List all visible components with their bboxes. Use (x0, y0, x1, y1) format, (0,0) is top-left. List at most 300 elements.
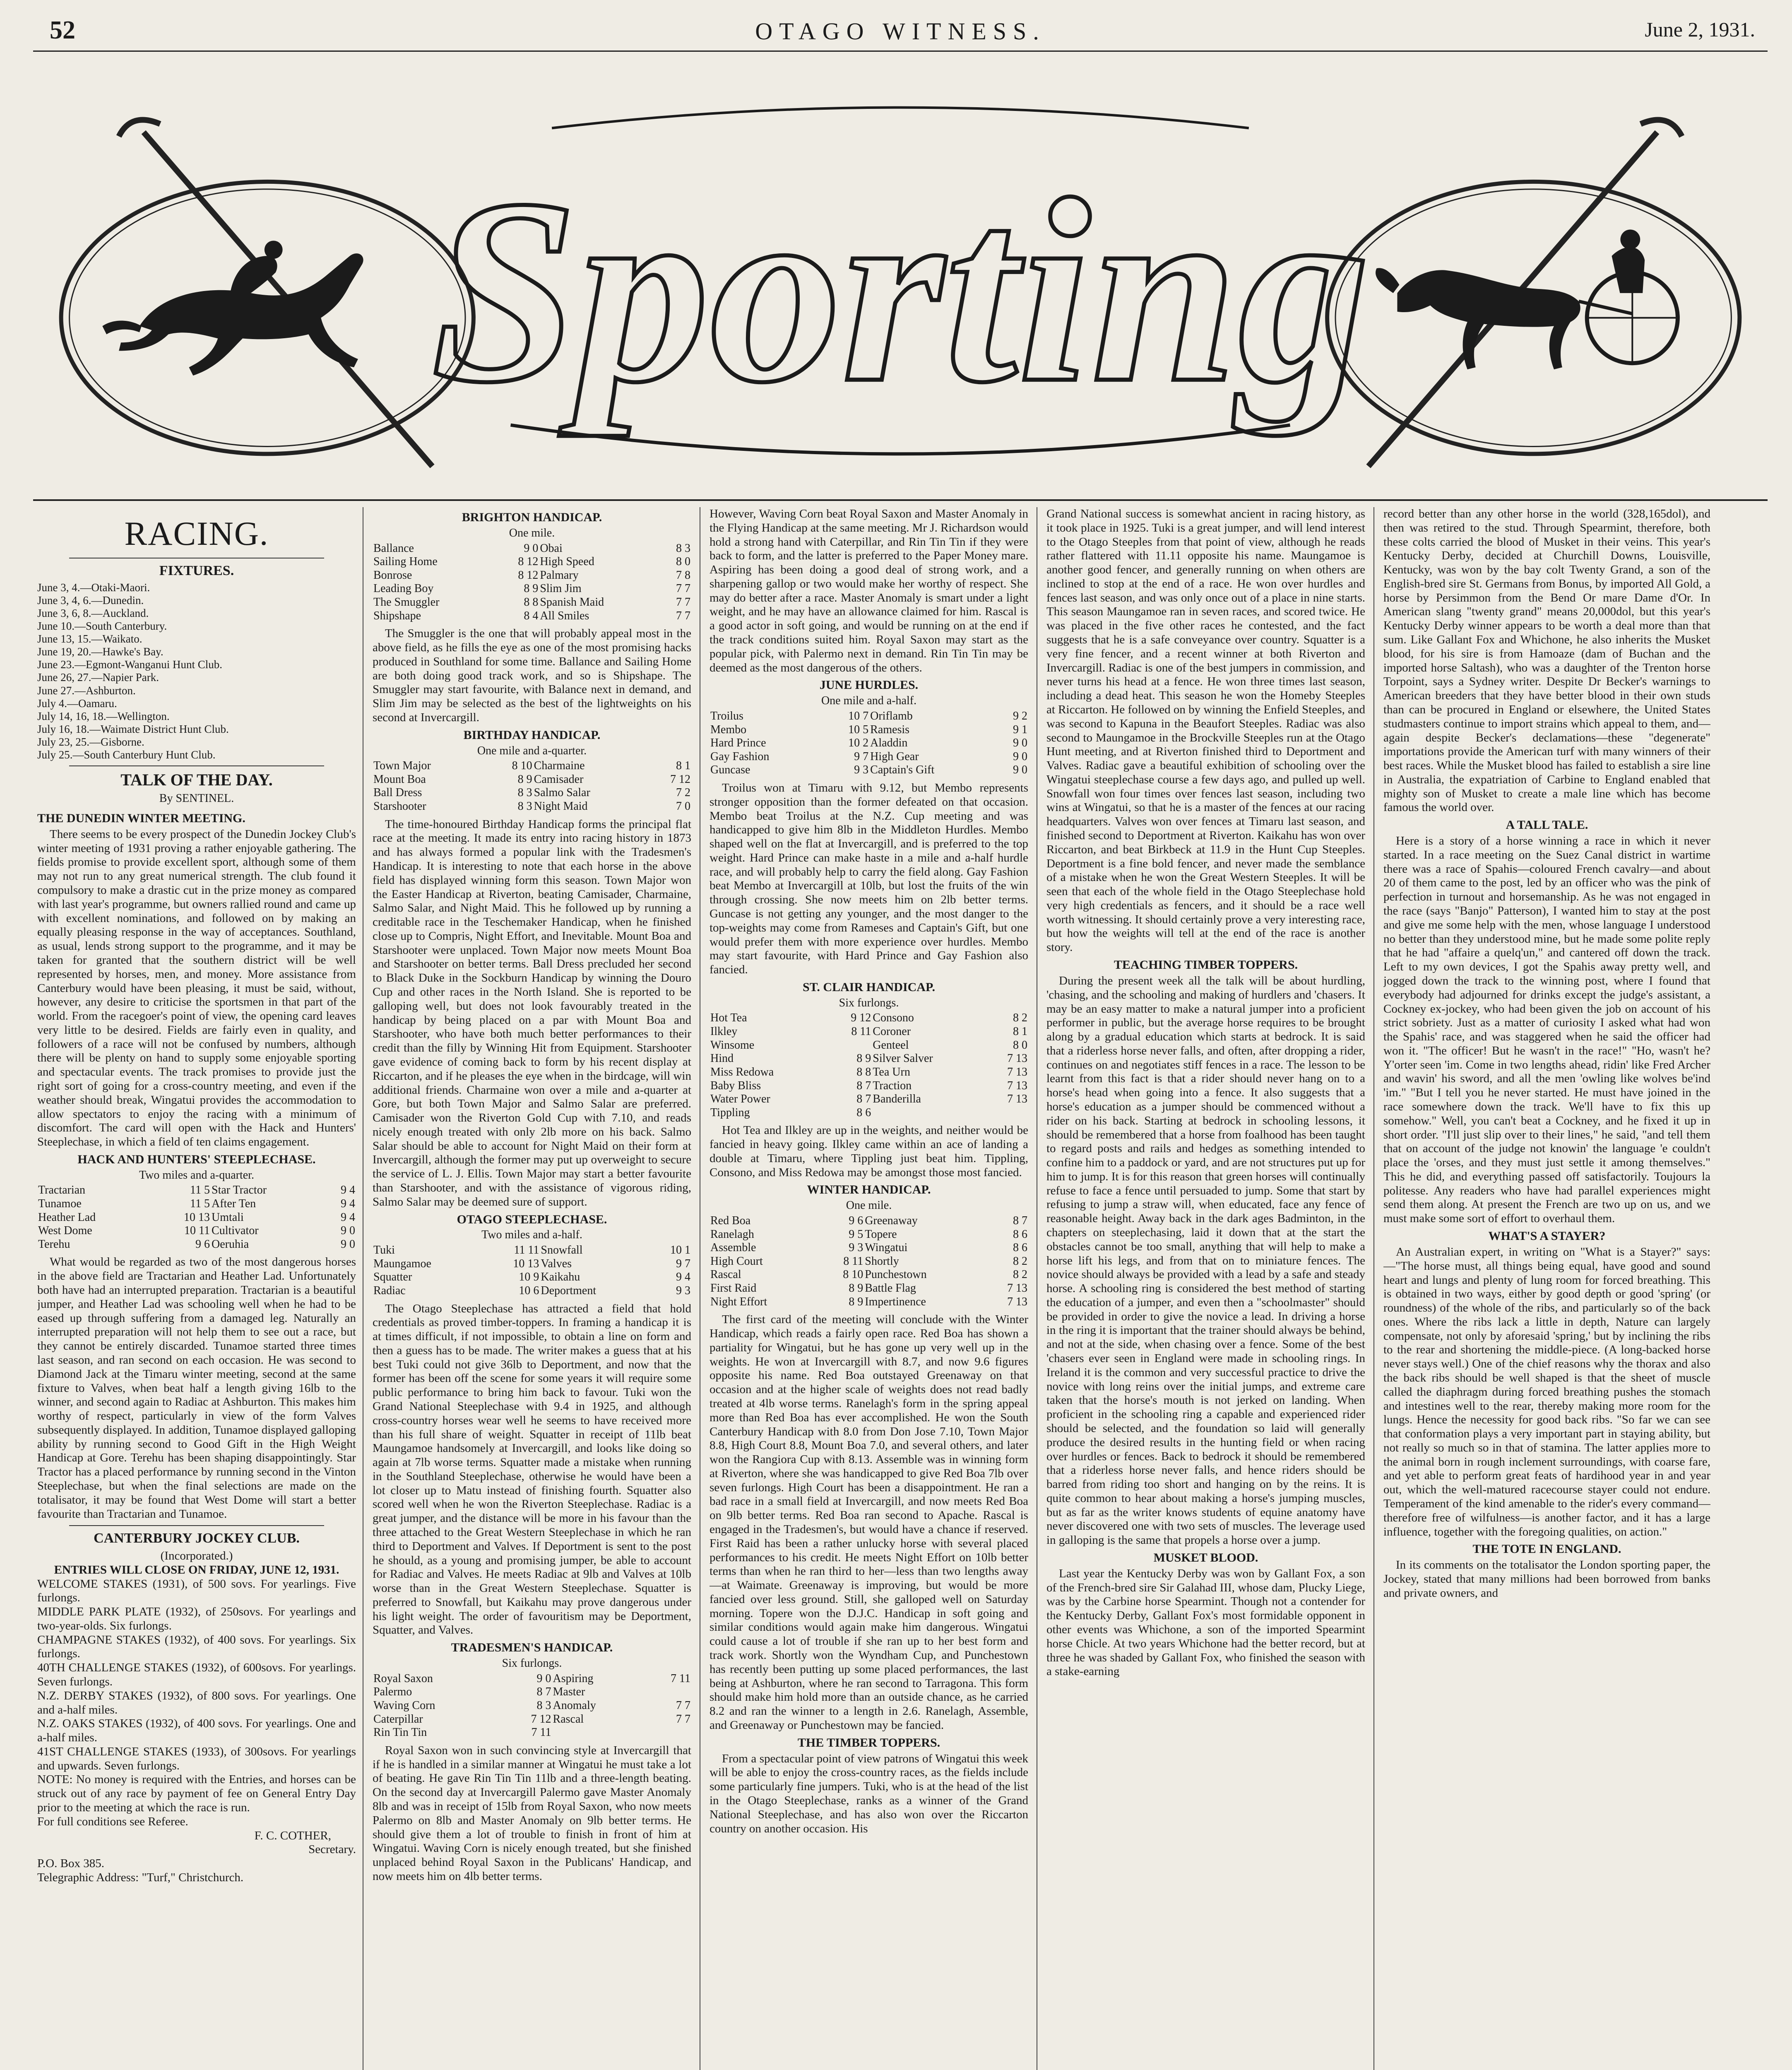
horse-name: Aladdin (870, 737, 908, 750)
page-number: 52 (50, 16, 75, 44)
article-paragraph: Grand National success is somewhat ancient in racing history, as it took place in 1925. Tuki is a great jumper, and will lend interest to the Otago Steeples from that point of view, although he reads rather flattered with 11.11 opposite his name. Maungamoe is another good fencer, and generally running on when others are inclined to stop at the end of a race. He won over hurdles and fences last season, and was only once out of a place in nine starts. This season Maungamoe ran in seven races, and scored twice. He was placed in the five other races he contested, and the fact suggests that he is a safe conveyance over country. Squatter is a very fine fencer, and a recent winner at both Riverton and Invercargill. Radiac is one of the best jumpers in commission, and never turns his head at a fence. He won three times last season, including a dead heat. This season he won the Homeby Steeples at Riccarton. He followed on by winning the Enfield Steeples, and was second to Kapuna in the Beaufort Steeples. Radiac was also second to Maungamoe in the Brockville Steeples run at the Otago Hunt meeting, and at Riverton finished third to Deportment and Valves. Radiac gave a beautiful exhibition of schooling over the Wingatui steeplechase course a few days ago, and pulled up well. Snowfall won four times over fences last season, including two wins at Wingatui, so that he is a master of the fences at our racing headquarters. Valves won over fences at Timaru last season, and finished second to Deportment at Riverton. Kaikahu has won over Riccarton, and beat Birkbeck at 11.9 in the Hunt Cup Steeples. Deportment is a fine bold fencer, and never made the semblance of a mistake when he won the Great Western Steeples. It will be seen that each of the whole field in the Otago Steeplechase hold very high credentials as fencers, and it should be a race well worth witnessing. It should certainly prove a very interesting race, but how the weights will tell at the end of the race is another story. (1046, 507, 1365, 954)
horse-name: Starshooter (373, 800, 426, 813)
horse-weight (987, 1106, 1028, 1120)
race-distance: Six furlongs. (839, 996, 899, 1009)
horse-weight: 8 6 (856, 1106, 871, 1119)
horse-weight: 7 7 (676, 609, 690, 622)
article-paragraph: The Otago Steeplechase has attracted a field that hold credentials as proved timber-toppers. In framing a handicap it is at times difficult, if not impossible, to obtain a line on form and then a guess has to be made. The writer makes a guess that at his best Tuki could not give 36lb to Deportment, and now that the former has been off the scene for some years it will require some public performance to bring him back to favour. Tuki won the Grand National Steeplechase with 9.4 in 1925, and although cross-country horses wear well he seems to have received more than his full share of weight. Squatter in receipt of 11lb beat Maungamoe handsomely at Invercargill, and looks like doing so again at 7lb worse terms. Squatter made a mistake when running in the Southland Steeplechase, otherwise he would have been a lot closer up to Matu instead of finishing fourth. Squatter also scored well when he won the Riverton Steeplechase. Radiac is a great jumper, and the distance will be more in his favour than the three attached to the Great Western Steeplechase in which he ran third to Deportment and Valves. If Deportment is sent to the post he should, as a young and promising jumper, be able to account for Radiac and Valves. He meets Radiac at 9lb and Valves at 10lb worse than in the Great Western Steeplechase. Squatter is preferred to Snowfall, but Kaikahu may prove dangerous under his light weight. The order of favouritism may be Deportment, Squatter, and Valves. (373, 1302, 691, 1637)
horse-weight: 7 12 (531, 1712, 551, 1726)
horse-name: Heather Lad (38, 1211, 96, 1224)
advert-closing: ENTRIES WILL CLOSE ON FRIDAY, JUNE 12, 1931. (54, 1563, 339, 1577)
page-header (33, 7, 1768, 49)
horse-name: Miss Redowa (710, 1065, 774, 1078)
table-row (373, 1284, 691, 1298)
horse-weight: 10 1 (670, 1244, 690, 1257)
horse-name: Topere (865, 1228, 897, 1241)
table-row (710, 1295, 1028, 1309)
race-distance: One mile and a-half. (821, 694, 917, 708)
horse-name: Charmaine (534, 759, 585, 773)
table-row (710, 1093, 1028, 1106)
horse-weight: 11 5 (190, 1184, 210, 1197)
horse-weight: 9 0 (536, 1672, 551, 1685)
horse-weight: 9 4 (341, 1211, 355, 1224)
horse-weight: 8 10 (843, 1268, 864, 1281)
horse-weight: 8 6 (1013, 1241, 1027, 1254)
horse-weight: 9 6 (849, 1214, 864, 1227)
horse-name: Troilus (710, 709, 743, 722)
table-row (373, 773, 691, 787)
column-rule (1373, 507, 1374, 2070)
horse-weight: 9 1 (1013, 723, 1027, 736)
issue-date: June 2, 1931. (1645, 18, 1755, 41)
fixtures-title: FIXTURES. (159, 563, 234, 578)
horse-name: Squatter (373, 1271, 412, 1284)
advert-item: WELCOME STAKES (1931), of 500 sovs. For yearlings. Five furlongs. (37, 1577, 356, 1605)
section-heading: THE DUNEDIN WINTER MEETING. (37, 811, 245, 825)
horse-weight: 9 2 (1013, 709, 1027, 722)
horse-name: Palermo (373, 1685, 412, 1699)
section-heading: MUSKET BLOOD. (1153, 1550, 1258, 1565)
table-row (710, 1066, 1028, 1079)
horse-weight: 10 13 (184, 1211, 210, 1224)
fixture-item: July 4.—Oamaru. (37, 697, 117, 710)
horse-weight: 8 12 (518, 568, 539, 582)
race-title: ST. CLAIR HANDICAP. (802, 980, 936, 994)
article-paragraph: However, Waving Corn beat Royal Saxon and Master Anomaly in the Flying Handicap at the same meeting. Mr J. Richardson would hold a strong hand with Caterpillar, and Rin Tin Tin if they were back to form, and the latter is preferred to the Paper Money mare. Aspiring has been doing a good deal of strong work, and a sharpening gallop or two would make her worthy of respect. She may do better after a race. Master Anomaly is smart under a light weight, and he may have an allowance claimed for him. Rascal is a good actor in soft going, and would be running on at the end if the track conditions suited him. Royal Saxon may start as the popular pick, with Palermo next in demand. Rin Tin Tin may be deemed as the most dangerous of the others. (710, 507, 1028, 674)
column-racing (37, 507, 356, 2070)
article-paragraph: An Australian expert, in writing on "What is a Stayer?" says:—"The horse must, all things being equal, have good and sound heart and lungs and plenty of lung room for forced breathing. This is obtained in two ways, either by good depth or good 'spring' (or roundness) of the whole of the ribs, and particularly so of the back ones. Where the ribs lack a little in depth, Nature can largely compensate, not only by aforesaid 'spring,' but by inclining the ribs to the rear and shortening the middle-piece. (A long-backed horse never stays well.) One of the chief reasons why the thorax and also the back ribs should be well shaped is that the sheet of muscle called the diaphragm during forced breathing pushes the stomach and intestines well to the rear, thereby making more room for the lungs. Hence the necessity for good back ribs. "So far we can see that conformation plays a very important part in staying ability, but not really so much so in that of stamina. The latter applies more to the animal born in rough inclement surroundings, with coarse fare, and yet able to perform great feats of hardihood year in and year out, which the well-matured racecourse stayer could not endure. Temperament of the kind amenable to the rider's every command—therefore free of wilfulness—is another factor, and it has a large influence, together with the foregoing qualities, on action." (1383, 1245, 1710, 1538)
race-weights-table (37, 1184, 356, 1251)
horse-weight: 9 0 (1013, 763, 1027, 777)
horse-weight: 7 12 (670, 773, 690, 786)
horse-weight: 9 12 (851, 1011, 871, 1025)
article-paragraph: During the present week all the talk will be about hurdling, 'chasing, and the schooling and making of hurdlers and 'chasers. It may be an easy matter to make a natural jumper into a proficient performer in public, but the average horse requires to be brought along by a gradual education which starts at bedrock. It is said that a riderless horse never falls, and often, after dropping a rider, continues on and negotiates stiff fences in a race. The lesson to be learnt from this fact is that a rider should never hang on to a horse's head when going into a fence. It also suggests that a horse's education as a jumper should be commenced without a rider on his back. Starting at bedrock in schooling lessons, it should be remembered that a horse from foalhood has been taught to regard posts and rails and hedges as something intended to confine him to a paddock or yard, and are not structures put up for him to jump. It is for this reason that green horses will continually refuse to face a fence until persuaded to jump. Some that start by refusing to jump a straw will, when educated, face any fence of reasonable height. Away back in the dark ages Badminton, in the chapters on steeplechasing, laid it down that at the start the obstacles cannot be too small, anything that will help to make a horse lift his legs, and from that on to miniature fences. The novice should always be provided with a lead by a safe and steady horse. A schooling ring is considered the best method of starting the education of a jumper, and even then a "schoolmaster" should be provided in order to give the novice a lead. In driving a horse in the ring it is important that the trainer should always be behind, and not at the side, when chasing over a fence. Some of the best 'chasers ever seen in England were made in schooling rings. In Ireland it is the common and very successful practice to drive the novice with long reins over the initial jumps, and extreme care taken that the horse's mouth is not jerked on landing. When proficient in the schooling ring a capable and experienced rider should be selected, and the foundation so laid will generally produce the desired results in the hunting field or when racing over hurdles or fences. Back to bedrock it should be remembered that a riderless horse never falls, and hence riders should be barred from riding too short and hanging on by the reins. It is quite common to hear about making a horse's jumping muscles, but as far as the writer knows students of equine anatomy have never discovered one with two sets of muscles. The leverage used in galloping is the same that propels a horse over a jump. (1046, 974, 1365, 1547)
horse-weight: 8 7 (856, 1079, 871, 1092)
horse-name: Master (553, 1685, 585, 1699)
horse-name: Town Major (373, 759, 431, 773)
horse-weight: 8 0 (1013, 1038, 1027, 1052)
table-row (37, 1224, 356, 1238)
table-row (37, 1238, 356, 1252)
horse-name: Mount Boa (373, 773, 426, 786)
masthead-art (33, 62, 1768, 499)
horse-weight: 9 4 (676, 1271, 690, 1284)
horse-weight: 8 4 (524, 609, 539, 622)
horse-weight: 8 8 (524, 595, 539, 609)
talk-title: TALK OF THE DAY. (120, 770, 273, 789)
fixture-item: June 3, 4, 6.—Dunedin. (37, 594, 144, 607)
horse-weight: 9 3 (849, 1241, 864, 1254)
table-row (710, 750, 1028, 764)
horse-weight: 10 5 (848, 723, 869, 736)
horse-weight: 8 9 (849, 1282, 864, 1295)
horse-name: Oriflamb (870, 709, 913, 722)
horse-weight: 8 1 (676, 759, 690, 773)
horse-name: Deportment (541, 1284, 597, 1297)
horse-weight: 10 13 (513, 1257, 539, 1270)
horse-name: Tuki (373, 1244, 395, 1257)
fixture-item: June 3, 6, 8.—Auckland. (37, 607, 149, 620)
horse-name: Rascal (553, 1712, 584, 1726)
table-row (710, 1025, 1028, 1039)
horse-weight: 8 1 (1013, 1025, 1027, 1038)
horse-name: Gay Fashion (710, 750, 770, 763)
article-paragraph: record better than any other horse in the world (328,165dol), and then was retired to the stud. Through Spearmint, therefore, both these colts carried the blood of Musket in their veins. This year's Kentucky Derby, decided at Churchill Downs, Louisville, Kentucky, was won by the bay colt Twenty Grand, a son of the English-bred sire St. Germans from Bonus, by imported All Gold, a horse by Persimmon from the Bend Or mare Dame d'Or. In American slang "twenty grand" means 20,000dol, but this year's Kentucky Derby winner appears to be worth a deal more than that sum. Like Gallant Fox and Whichone, he also inherits the Musket blood, for his sire is from Hamoaze (dam of Buchan and the imported horse Saltash), who was a daughter of the Trenton horse Torpoint, says a Sydney writer. Despite Dr Becker's warnings to American breeders that they have better blood in their own studs than can be procured in England or elsewhere, the United States studmasters continue to import strains which appeal to them, and—again despite Becker's declamations—these "degenerate" importations provide the American turf with many winners of their best races. While the Musket blood has failed to establish a sire line in Australia, the expatriation of Carbine to England enabled that mighty son of Musket to create a male line which has become famous the world over. (1383, 507, 1710, 814)
horse-name: Maungamoe (373, 1257, 431, 1270)
table-row (373, 582, 691, 596)
horse-name: Punchestown (865, 1268, 927, 1281)
horse-name: Tunamoe (38, 1197, 82, 1211)
horse-weight: 8 3 (676, 542, 690, 555)
horse-name: Hind (710, 1052, 734, 1065)
race-weights-table (710, 1214, 1028, 1309)
horse-name: Cultivator (212, 1224, 259, 1237)
table-row (710, 1214, 1028, 1228)
table-row (373, 1244, 691, 1257)
horse-name: Umtali (212, 1211, 244, 1224)
horse-name: Caterpillar (373, 1712, 423, 1726)
horse-name: Ballance (373, 542, 414, 555)
horse-weight: 7 11 (671, 1672, 690, 1685)
race-distance: One mile. (509, 526, 555, 539)
horse-name: Palmary (540, 568, 579, 582)
horse-weight: 8 9 (849, 1295, 864, 1308)
newspaper-name: OTAGO WITNESS. (755, 18, 1046, 45)
horse-name: Assemble (710, 1241, 756, 1254)
horse-weight (646, 1685, 691, 1699)
horse-weight: 8 3 (517, 786, 532, 799)
horse-weight: 9 7 (676, 1257, 690, 1270)
horse-weight: 7 13 (1007, 1065, 1027, 1078)
horse-name: Star Tractor (212, 1184, 267, 1197)
horse-name: Battle Flag (865, 1282, 916, 1295)
race-title: JUNE HURDLES. (819, 678, 919, 692)
column-2 (373, 507, 691, 2070)
article-paragraph: Troilus won at Timaru with 9.12, but Membo represents stronger opposition than the former defeated on that occasion. Membo beat Troilus at the N.Z. Cup meeting and was handicapped to give him 8lb in the Middleton Hurdles. Membo shaped well on the flat at Invercargill, and is preferred to the top weight. Hard Prince can make haste in a mile and a-half hurdle race, and will probably help to carry the field along. Gay Fashion beat Membo at Invercargill at 10lb, but lost the fruits of the win through crossing. She now meets him on 2lb better terms. Guncase is not getting any younger, and the most danger to the top-weights may come from Rameses and Captain's Gift, but one would prefer them with more experience over hurdles. Membo may start favourite, with Hard Prince and Gay Fashion also fancied. (710, 781, 1028, 977)
horse-weight: 9 4 (341, 1197, 355, 1211)
horse-name: Tractarian (38, 1184, 86, 1197)
horse-name: Baby Bliss (710, 1079, 761, 1092)
table-row (710, 1228, 1028, 1242)
table-row (37, 1184, 356, 1197)
horse-name: Oeruhia (212, 1237, 249, 1251)
horse-weight: 8 2 (1013, 1254, 1027, 1268)
table-row (373, 542, 691, 556)
horse-name: High Speed (540, 555, 594, 568)
section-heading: THE TIMBER TOPPERS. (797, 1735, 940, 1750)
horse-weight: 7 13 (1007, 1079, 1027, 1092)
horse-name: All Smiles (540, 609, 589, 622)
horse-weight: 11 5 (190, 1197, 210, 1211)
table-row (710, 1268, 1028, 1282)
table-row (373, 786, 691, 800)
horse-name (552, 1726, 646, 1740)
advert-title: CANTERBURY JOCKEY CLUB. (94, 1531, 300, 1546)
race-weights-table (710, 1011, 1028, 1119)
table-row (710, 1052, 1028, 1066)
advert-item: 41ST CHALLENGE STAKES (1933), of 300sovs. For yearlings and upwards. Seven furlongs. (37, 1745, 356, 1772)
table-row (373, 596, 691, 609)
horse-weight: 8 3 (517, 800, 532, 813)
horse-weight: 9 7 (854, 750, 869, 763)
table-row (710, 723, 1028, 737)
horse-weight (831, 1039, 872, 1052)
race-title: HACK AND HUNTERS' STEEPLECHASE. (77, 1152, 316, 1166)
horse-weight: 8 7 (856, 1093, 871, 1106)
table-row (37, 1211, 356, 1225)
horse-name: Salmo Salar (534, 786, 590, 799)
fixture-item: June 26, 27.—Napier Park. (37, 671, 159, 684)
fixture-item: July 14, 16, 18.—Wellington. (37, 710, 170, 722)
horse-name: Impertinence (865, 1295, 926, 1308)
horse-weight: 8 7 (536, 1685, 551, 1699)
advert-item: 40TH CHALLENGE STAKES (1932), of 600sovs. For yearlings. Seven furlongs. (37, 1661, 356, 1688)
horse-weight: 10 7 (848, 709, 869, 722)
section-heading: A TALL TALE. (1506, 818, 1588, 832)
horse-name: Traction (873, 1079, 912, 1092)
horse-name: Wingatui (865, 1241, 908, 1254)
horse-name: Tippling (710, 1106, 750, 1119)
horse-weight: 8 0 (676, 555, 690, 568)
horse-weight: 8 2 (1013, 1268, 1027, 1281)
fixture-item: June 19, 20.—Hawke's Bay. (37, 645, 164, 658)
table-row (710, 1255, 1028, 1268)
horse-name: High Gear (870, 750, 919, 763)
fixture-item: June 23.—Egmont-Wanganui Hunt Club. (37, 658, 223, 671)
race-distance: Two miles and a-half. (481, 1228, 582, 1242)
horse-weight: 8 2 (1013, 1011, 1027, 1025)
horse-weight: 8 9 (524, 582, 539, 595)
race-title: TRADESMEN'S HANDICAP. (451, 1641, 613, 1655)
article-paragraph: The Smuggler is the one that will probably appeal most in the above field, as he fills the eye as one of the most promising hacks produced in Southland for some time. Ballance and Sailing Home are both doing good track work, and so is Shipshape. The Smuggler may start favourite, with Balance next in demand, and Slim Jim may be selected as the best of the lightweights on his second at Invercargill. (373, 627, 691, 724)
horse-name: Genteel (873, 1038, 909, 1052)
horse-weight: 9 0 (1013, 737, 1027, 750)
horse-name: Guncase (710, 763, 750, 777)
horse-name: Shortly (865, 1254, 899, 1268)
horse-weight: 7 7 (676, 582, 690, 595)
article-paragraph: Royal Saxon won in such convincing style at Invercargill that if he is handled in a similar manner at Wingatui he must take a lot of beating. He gave Rin Tin Tin 11lb and a three-length beating. On the second day at Invercargill Palermo gave Master Anomaly 8lb and was in receipt of 15lb from Royal Saxon, who now meets Palermo on 8lb and Master Anomaly on 9lb better terms. He should give them a lot of trouble to finish in front of him at Wingatui. Waving Corn is nicely enough treated, but she finished unplaced behind Royal Saxon in the Publicans' Handicap, and now meets him on 4lb better terms. (373, 1743, 691, 1883)
horse-weight: 10 11 (184, 1224, 210, 1237)
horse-weight: 9 4 (341, 1184, 355, 1197)
race-distance: Two miles and a-quarter. (139, 1168, 254, 1182)
article-paragraph: Here is a story of a horse winning a race in which it never started. In a race meeting on the Suez Canal district in wartime there was a race of Spahis—coloured French cavalry—and about 20 of them came to the post, led by an officer who was the pink of perfection in turnout and horsemanship. As he was not engaged in the race (says "Banjo" Patterson), I wanted him to stay at the post and give me some help with the men, whose language I understood no better than they understood mine, but he made some polite reply that he had "affaire a quelq'un," and cantered off down the track. Left to my own devices, I got the Spahis away pretty well, and jogged down the track to the winning post, where I found that everybody had adjourned for drinks except the judge's assistant, a Cockney ex-jockey, who had been given the job on account of his strict sobriety. Just as a matter of curiosity I asked what had won the Spahis' race, and was staggered when he said the officer had won it. "The officer! But he wasn't in the race!" "Ho, wasn't he? Y'orter seen 'im. Come in two lengths ahead, ridin' like Fred Archer and wavin' his sword, and all the men 'owling like wolves be'ind 'im." "But I tell you he never started. He must have joined in the race somewhere down the track. We'll have to fix this up somehow." Well, you can't beat a Cockney, and he fixed it up in short order. "I'll just slip over to their lines," he said, "and tell them that on account of the judge not knowin' the language 'e couldn't place the 'orses, and they must just settle it among themselves." This he did, and everything passed off satisfactorily. Toujours la politesse. Any readers who have had parallel experiences might send them along. At present the French are two up on us, and we must make some sort of effort to overhaul them. (1383, 834, 1710, 1225)
horse-weight: 10 6 (519, 1284, 539, 1297)
table-row (373, 1271, 691, 1284)
horse-name: Leading Boy (373, 582, 434, 595)
horse-weight: 7 13 (1007, 1282, 1027, 1295)
fixtures-list (37, 581, 356, 761)
race-weights-table (373, 1244, 691, 1297)
advert-telegraphic: Telegraphic Address: "Turf," Christchurch. (37, 1870, 244, 1884)
table-row (710, 1079, 1028, 1093)
article-paragraph: The first card of the meeting will conclude with the Winter Handicap, which reads a fairly open race. Red Boa has shown a partiality for Wingatui, but he has gone up very well up in the weights. He won at Invercargill with 8.7, and now 9.6 figures opposite his name. Red Boa outstayed Greenaway on that occasion and at the higher scale of weights does not read badly treated at 4lb worse terms. Ranelagh's form in the spring appeal more than Red Boa has ever accomplished. He won the South Canterbury Handicap with 8.0 from Don Jose 7.10, Town Major 8.8, High Court 8.8, Mount Boa 7.0, and several others, and later won the Rangiora Cup with 8.13. Assemble was in winning form at Riverton, where she was handicapped to give Red Boa 7lb over seven furlongs. High Court has been a disappointment. He ran a bad race in a small field at Invercargill, and now meets Red Boa on 9lb better terms. Red Boa ran second to Apache. Rascal is engaged in the Tradesmen's, but would have a chance if reserved. First Raid has been a rather unlucky horse with several placed performances to his credit. He meets Night Effort on 10lb better terms than when he ran third to her—less than two lengths away—at Waimate. Greenaway is improving, but would be more fancied over less ground. Still, she galloped well on Saturday morning. Topere won the D.J.C. Handicap in soft going and similar conditions would again make him dangerous. Wingatui could cause a lot of trouble if she ran up to her best form and track work. Shortly won the Wyndham Cup, and Punchestown has recently been putting up some placed performances, the last being at Ashburton, where he ran second to Tarragona. This form should make him hold more than an outside chance, as he carried 8.2 and ran the winner to a length in 2.6. Ranelagh, Assemble, and Greenaway or Punchestown may be fancied. (710, 1313, 1028, 1732)
horse-name: Banderilla (873, 1093, 921, 1106)
horse-name: Ball Dress (373, 786, 422, 799)
horse-name: Spanish Maid (540, 595, 604, 609)
horse-name: Aspiring (553, 1672, 594, 1685)
table-row (373, 1685, 691, 1699)
fixture-item: June 3, 4.—Otaki-Maori. (37, 581, 150, 594)
horse-name: Silver Salver (873, 1052, 933, 1065)
advert-item: For full conditions see Referee. (37, 1815, 188, 1828)
horse-weight: 7 2 (676, 786, 690, 799)
horse-name: Obai (540, 542, 563, 555)
horse-weight: 7 13 (1007, 1295, 1027, 1308)
race-weights-table (373, 542, 691, 623)
horse-weight (646, 1726, 691, 1740)
advert-signature: F. C. COTHER, (254, 1829, 331, 1842)
horse-weight: 9 6 (195, 1237, 210, 1251)
article-paragraph: In its comments on the totalisator the London sporting paper, the Jockey, stated that many millions had been borrowed from banks and private owners, and (1383, 1558, 1710, 1600)
divider (69, 765, 324, 766)
table-row (373, 1713, 691, 1726)
advert-item: N.Z. OAKS STAKES (1932), of 400 sovs. For yearlings. One and a-half miles. (37, 1717, 356, 1745)
advert-item: N.Z. DERBY STAKES (1932), of 800 sovs. For yearlings. One and a-half miles. (37, 1689, 356, 1716)
horse-weight: 8 12 (518, 555, 539, 568)
fixture-item: June 10.—South Canterbury. (37, 620, 167, 633)
horse-name: Greenaway (865, 1214, 918, 1227)
horse-name: Shipshape (373, 609, 421, 622)
horse-name: Camisader (534, 773, 584, 786)
advert-item: CHAMPAGNE STAKES (1932), of 400 sovs. For yearlings. Six furlongs. (37, 1633, 356, 1661)
horse-weight: 8 6 (1013, 1228, 1027, 1241)
advert-items (37, 1577, 356, 1829)
horse-weight: 8 8 (856, 1065, 871, 1078)
header-rule (33, 51, 1768, 52)
advert-incorporated: (Incorporated.) (160, 1549, 233, 1562)
horse-name: Royal Saxon (373, 1672, 433, 1685)
table-row (373, 555, 691, 569)
horse-name: West Dome (38, 1224, 92, 1237)
table-row (710, 763, 1028, 777)
horse-weight: 7 13 (1007, 1093, 1027, 1106)
table-row (710, 1106, 1028, 1120)
horse-weight: 9 0 (524, 542, 539, 555)
table-row (710, 1039, 1028, 1052)
article-paragraph: Last year the Kentucky Derby was won by Gallant Fox, a son of the French-bred sire Sir Galahad III, whose dam, Plucky Liege, was by the Carbine horse Spearmint. Though not a contender for the Kentucky Derby, Gallant Fox's most formidable opponent in other events was Whichone, a son of the imported Spearmint horse Chicle. At two years Whichone had the better record, but at three he was shaded by Gallant Fox, who finished the season with a stake-earning (1046, 1567, 1365, 1678)
column-3 (710, 507, 1028, 2070)
section-heading: THE TOTE IN ENGLAND. (1472, 1542, 1621, 1556)
horse-name: Tea Urn (873, 1065, 910, 1078)
horse-weight: 9 3 (854, 763, 869, 777)
horse-weight: 8 10 (512, 759, 532, 773)
race-weights-table (373, 759, 691, 813)
article-paragraph: From a spectacular point of view patrons of Wingatui this week will be able to enjoy the cross-country races, as the fields include some particularly fine jumpers. Tuki, who is at the head of the list in the Otago Steeplechase, ranks as a winner of the Grand National Steeplechase, and has also won over the Riccarton country on another occasion. His (710, 1752, 1028, 1835)
sporting-masthead (33, 62, 1768, 501)
horse-weight: 8 11 (851, 1025, 871, 1038)
table-row (37, 1197, 356, 1211)
fixture-item: June 27.—Ashburton. (37, 684, 136, 697)
horse-weight: 9 0 (1013, 750, 1027, 763)
fixture-item: July 16, 18.—Waimate District Hunt Club. (37, 722, 229, 735)
horse-name: After Ten (212, 1197, 256, 1211)
race-distance: Six furlongs. (502, 1657, 562, 1670)
horse-name: Hard Prince (710, 737, 766, 750)
horse-name: Kaikahu (541, 1271, 580, 1284)
column-5 (1383, 507, 1710, 2070)
horse-name: High Court (710, 1254, 763, 1268)
horse-name: Terehu (38, 1237, 70, 1251)
horse-weight: 11 11 (514, 1244, 539, 1257)
section-heading: TEACHING TIMBER TOPPERS. (1114, 958, 1298, 972)
horse-name: Valves (541, 1257, 572, 1270)
horse-weight: 8 9 (517, 773, 532, 786)
horse-name: Radiac (373, 1284, 406, 1297)
column-4 (1046, 507, 1365, 2070)
advert-item: NOTE: No money is required with the Entries, and horses can be struck out of any race by payment of fee on General Entry Day prior to the meeting at which the race is run. (37, 1773, 356, 1814)
byline: By SENTINEL. (159, 792, 234, 805)
advert-item: MIDDLE PARK PLATE (1932), of 250sovs. For yearlings and two-year-olds. Six furlongs. (37, 1605, 356, 1632)
horse-weight: 8 3 (536, 1699, 551, 1712)
horse-name: Rascal (710, 1268, 741, 1281)
horse-name: Rin Tin Tin (373, 1726, 427, 1739)
race-title: BRIGHTON HANDICAP. (462, 510, 602, 524)
table-row (710, 710, 1028, 723)
horse-weight: 7 11 (531, 1726, 551, 1739)
table-row (373, 1257, 691, 1271)
table-row (710, 1011, 1028, 1025)
horse-name: Anomaly (553, 1699, 596, 1712)
table-row (373, 609, 691, 623)
table-row (373, 1672, 691, 1686)
horse-name: Ramesis (870, 723, 910, 736)
table-row (710, 1282, 1028, 1295)
table-row (373, 800, 691, 814)
horse-name: Captain's Gift (870, 763, 935, 777)
horse-weight: 9 0 (341, 1237, 355, 1251)
race-title: WINTER HANDICAP. (807, 1183, 931, 1197)
horse-name: Winsome (710, 1038, 755, 1052)
article-paragraph: The time-honoured Birthday Handicap forms the principal flat race at the meeting. It made its entry into racing history in 1873 and has always formed a popular link with the Tradesmen's Handicap. It is interesting to note that each horse in the above field has displayed winning form this season. Town Major won the Easter Handicap at Riverton, beating Camisader, Charmaine, Salmo Salar, and Night Maid. This he followed up by running a creditable race in the Teschemaker Handicap, when he finished close up to Compris, Night Effort, and Inevitable. Mount Boa and Starshooter were unplaced. Town Major now meets Mount Boa and Starshooter on better terms. Ball Dress precluded her second to Black Duke in the Sockburn Handicap by winning the Douro Cup and other races in the North Island. She is reported to be galloping well, but does not look favourably treated in the handicap by being placed on a par with Mount Boa and Starshooter, who have both much better performances to their credit than the filly by Winning Hit from Equipment. Starshooter gave evidence of coming back to form by his recent display at Riccarton, and if he pleases the eye when in the birdcage, will win additional friends. Charmaine won over a mile and a-quarter at Gore, but both Town Major and Salmo Salar are preferred. Camisader won the Riverton Gold Cup with 7.10, and reads nicely enough treated with only 2lb more on his back. Salmo Salar should be able to account for Night Maid on their form at Invercargill, although the former may put up overweight to secure the service of L. J. Ellis. Town Major may start a better favourite than Starshooter, and with the assistance of vigorous riding, Salmo Salar may be deemed sure of support. (373, 817, 691, 1208)
horse-name: First Raid (710, 1282, 757, 1295)
horse-name: Waving Corn (373, 1699, 435, 1712)
race-weights-table (710, 710, 1028, 777)
horse-weight: 10 9 (519, 1271, 539, 1284)
divider (69, 1525, 324, 1526)
horse-weight: 8 11 (843, 1254, 864, 1268)
advert-pobox: P.O. Box 385. (37, 1857, 104, 1870)
article-paragraph: There seems to be every prospect of the Dunedin Jockey Club's winter meeting of 1931 proving a rather enjoyable gathering. The fields promise to provide excellent sport, although some of them may not run to any great numerical strength. The club found it compulsory to make a drastic cut in the prize money as compared with last year's programme, but owners rallied round and came up with excellent nominations, and followed on by making an equally pleasing response in the way of acceptances. Southland, as usual, lends strong support to the programme, and it may be taken for granted that the southern district will be well represented by horses, men, and money. More assistance from Canterbury would have been pleasing, it must be said, without, however, any desire to criticise the sportsmen in that part of the world. From the racegoer's point of view, the opening card leaves very little to be desired. Fields are fairly even in quality, and followers of a race will not be confused by numbers, although there will be plenty on hand to supply some enjoyable sporting and spectacular events. The track promises to provide just the right sort of going for a cross-country meeting, and even if the weather should break, Wingatui provides the accommodation to allow spectators to enjoy the racing with a minimum of discomfort. The card will open with the Hack and Hunters' Steeplechase, in which a field of ten claims engagement. (37, 827, 356, 1149)
section-heading: WHAT'S A STAYER? (1488, 1229, 1606, 1243)
horse-name: Membo (710, 723, 747, 736)
fixture-item: July 25.—South Canterbury Hunt Club. (37, 748, 216, 761)
horse-weight: 10 2 (848, 737, 869, 750)
horse-name (872, 1106, 987, 1120)
horse-name: Bonrose (373, 568, 412, 582)
horse-weight: 8 7 (1013, 1214, 1027, 1227)
table-row (373, 1699, 691, 1713)
table-row (373, 1726, 691, 1740)
fixture-item: July 23, 25.—Gisborne. (37, 735, 144, 748)
horse-name: Consono (873, 1011, 914, 1025)
table-row (710, 1241, 1028, 1255)
horse-name: Red Boa (710, 1214, 751, 1227)
table-row (373, 759, 691, 773)
horse-weight: 7 7 (676, 1699, 690, 1712)
horse-name: Sailing Home (373, 555, 438, 568)
horse-weight: 7 0 (676, 800, 690, 813)
horse-name: Hot Tea (710, 1011, 747, 1025)
horse-name: Night Effort (710, 1295, 767, 1308)
horse-weight: 7 7 (676, 595, 690, 609)
race-title: OTAGO STEEPLECHASE. (457, 1212, 607, 1226)
horse-name: Snowfall (541, 1244, 583, 1257)
table-row (373, 569, 691, 582)
race-weights-table (373, 1672, 691, 1740)
horse-name: Water Power (710, 1093, 770, 1106)
article-paragraph: What would be regarded as two of the most dangerous horses in the above field are Tractarian and Heather Lad. Unfortunately both have had an interrupted preparation. Tractarian is a beautiful jumper, and Heather Lad was schooling well when he had to be eased up through suffering from a damaged leg. Naturally an interrupted preparation will not help them to see out a race, but they cannot be entirely discarded. Tunamoe started three times last season, and ran second on each occasion. He was second to Diamond Jack at the Timaru winter meeting, second at the same fixture to Valves, when beat half a length giving 16lb to the winner, and second again to Radiac at Ashburton. This makes him worthy of respect, particularly in view of the form Valves subsequently displayed. In addition, Tunamoe displayed galloping ability by running second to Good Gift in the High Weight Handicap at Gore. Terehu has been shaping disappointingly. Star Tractor has a placed performance by running second in the Vinton Steeplechase, but when the final selections are made on the totalisator, it may be found that West Dome will start a better favourite than Tractarian and Tunamoe. (37, 1255, 356, 1521)
advert-role: Secretary. (308, 1843, 356, 1856)
